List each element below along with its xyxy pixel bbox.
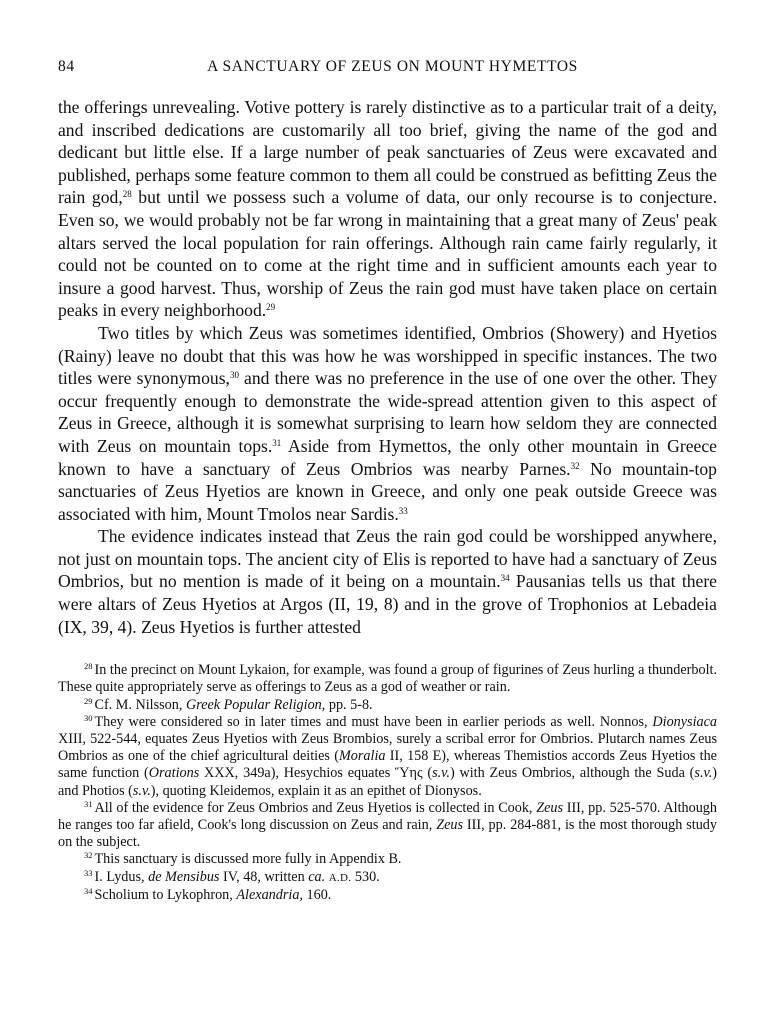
text-run: The evidence indicates instead that Zeus the rain god could be worshipped anywhere, not just on mountain tops. The ancient city of Elis is reported to have had a sanctuary of Zeus Ombrios, but no mention is made of it being on a mountain. xyxy=(58,526,717,592)
footnote-ref: 32 xyxy=(570,460,580,471)
footnote-text: III, pp. 284-881, is the most thorough study on the subject. xyxy=(58,817,717,851)
book-title: Greek Popular Religion, xyxy=(185,696,326,713)
paragraph xyxy=(58,322,717,525)
book-title: Dionysiaca xyxy=(652,713,717,730)
footnote-ref: 34 xyxy=(500,573,510,584)
text-run: No mountain-top sanctuaries of Zeus Hyetios are known in Greece, and only one peak outside Greece was associated with him, Mount Tmolos near Sardis. xyxy=(58,458,717,524)
footnote-text: 160. xyxy=(302,886,332,903)
text-run: Pausanias tells us that there were altars of Zeus Hyetios at Argos (II, 19, 8) and in the grove of Trophonios at Lebadeia (IX, 39, 4). Zeus Hyetios is further attested xyxy=(58,571,717,637)
footnote-text: ) with Zeus Ombrios, although the Suda ( xyxy=(449,765,695,782)
abbreviation: s.v. xyxy=(694,765,713,782)
footnote-ref: 30 xyxy=(229,370,239,381)
footnote-28 xyxy=(58,662,717,696)
footnote-number: 33 xyxy=(84,867,93,878)
footnote-ref: 31 xyxy=(272,437,282,448)
page-header xyxy=(58,58,717,82)
footnote-33 xyxy=(58,869,717,887)
footnote-29 xyxy=(58,697,717,714)
footnote-text: This sanctuary is discussed more fully in Appendix B. xyxy=(94,851,402,868)
footnote-text: pp. 5-8. xyxy=(325,696,373,713)
footnote-text: XXX, 349a), Hesychios equates Ὕης ( xyxy=(199,765,433,782)
page-number: 84 xyxy=(58,58,75,75)
footnote-number: 34 xyxy=(84,885,93,896)
footnote-ref: 28 xyxy=(122,189,132,200)
footnote-text: Cf. M. Nilsson, xyxy=(94,696,186,713)
footnote-32 xyxy=(58,851,717,868)
footnote-text: I. Lydus, xyxy=(94,868,149,885)
running-title: A SANCTUARY OF ZEUS ON MOUNT HYMETTOS xyxy=(207,58,578,75)
text-run: and there was no preference in the use of one over the other. They occur frequently enough to demonstrate the wide-spread attention given to this aspect of Zeus in Greece, although it is somewhat surprising to learn how seldom they are connected with Zeus on mountain tops. xyxy=(58,368,717,456)
footnote-text: 530. xyxy=(351,868,380,885)
book-title: Zeus xyxy=(436,817,463,834)
paragraph xyxy=(58,525,717,638)
footnote-ref: 29 xyxy=(266,302,276,313)
era-abbreviation: A.D. xyxy=(328,871,352,884)
footnote-30 xyxy=(58,714,717,800)
footnote-34 xyxy=(58,887,717,904)
footnote-number: 28 xyxy=(84,661,93,672)
footnote-text: ) and Photios ( xyxy=(58,765,718,799)
book-title: Alexandria, xyxy=(236,886,303,903)
footnote-31 xyxy=(58,800,717,852)
abbreviation: s.v. xyxy=(132,782,151,799)
text-run: Aside from Hymettos, the only other mountain in Greece known to have a sanctuary of Zeus Ombrios was nearby Parnes. xyxy=(58,435,717,479)
footnote-text: In the precinct on Mount Lykaion, for example, was found a group of figurines of Zeus hurling a thunderbolt. These quite appropriately serve as offerings to Zeus as a god of weather or rain. xyxy=(58,662,717,696)
footnote-number: 32 xyxy=(84,850,93,861)
footnote-text: XIII, 522-544, equates Zeus Hyetios with Zeus Brombios, surely a scribal error for Ombrios. Plutarch names Zeus Ombrios as one of the chief agricultural deities ( xyxy=(58,731,717,765)
footnotes xyxy=(58,662,717,904)
footnote-text: ), quoting Kleidemos, explain it as an epithet of Dionysos. xyxy=(150,782,482,799)
paragraph xyxy=(58,96,717,322)
footnote-number: 30 xyxy=(84,712,93,723)
footnote-text: Scholium to Lykophron, xyxy=(94,886,237,903)
book-title: Orations xyxy=(148,765,200,782)
text-run: the offerings unrevealing. Votive pottery is rarely distinctive as to a particular trait of a deity, and inscribed dedications are customarily all too brief, giving the name of the god and dedicant but little else. If a large number of peak sanctuaries of Zeus were excavated and published, perhaps some feature common to them all could be construed as befitting Zeus the rain god, xyxy=(58,97,717,208)
footnote-text: III, pp. 525-570. Although he ranges too far afield, Cook's long discussion on Zeus and rain, xyxy=(58,799,717,834)
text-run: Two titles by which Zeus was sometimes identified, Ombrios (Showery) and Hyetios (Rainy) leave no doubt that this was how he was worshipped in specific instances. The two titles were synonymous, xyxy=(58,322,717,389)
footnote-text: II, 158 E), whereas Themistios accords Zeus Hyetios the same function ( xyxy=(58,748,717,782)
footnote-text: IV, 48, written xyxy=(219,868,309,885)
footnote-text: All of the evidence for Zeus Ombrios and Zeus Hyetios is collected in Cook, xyxy=(94,799,537,816)
book-page xyxy=(58,58,717,904)
book-title: Moralia xyxy=(338,748,386,765)
text-run: but until we possess such a volume of data, our only recourse is to conjecture. Even so, we would probably not be far wrong in maintaining that a great many of Zeus' peak altars served the local population for rain offerings. Although rain came fairly regularly, it could not be counted on to come at the right time and in sufficient amounts each year to insure a good harvest. Thus, worship of Zeus the rain god must have taken place on certain peaks in every neighborhood. xyxy=(58,187,717,321)
footnote-text: They were considered so in later times and must have been in earlier periods as well. Nonnos, xyxy=(94,713,653,730)
body-text xyxy=(58,96,717,638)
abbreviation: ca. xyxy=(308,868,326,885)
book-title: Zeus xyxy=(536,799,564,816)
footnote-ref: 33 xyxy=(398,505,408,516)
abbreviation: s.v. xyxy=(432,765,450,782)
footnote-number: 31 xyxy=(84,798,93,809)
book-title: de Mensibus xyxy=(148,868,220,885)
footnote-number: 29 xyxy=(84,695,93,706)
